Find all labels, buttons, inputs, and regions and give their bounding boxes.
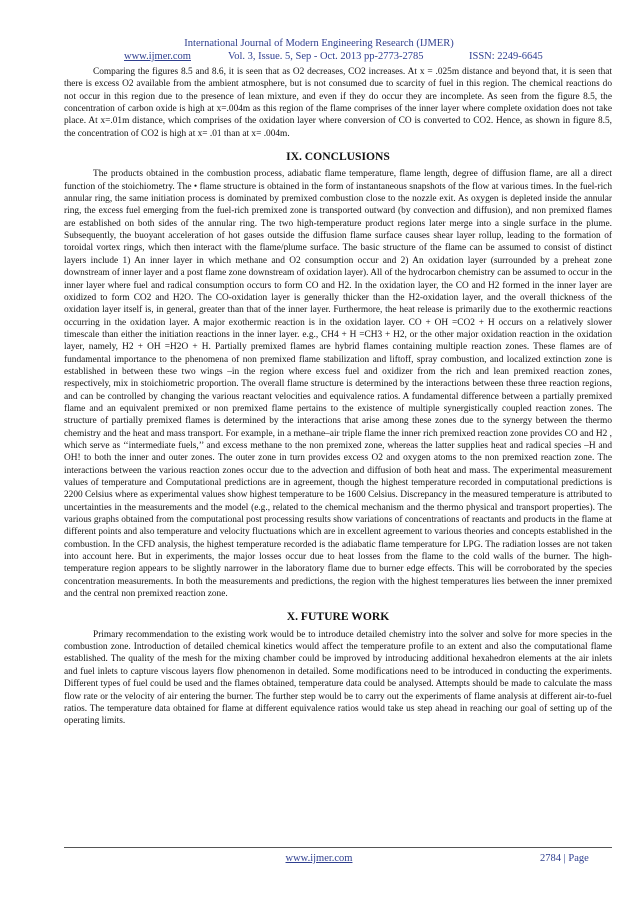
header-url-link[interactable]: www.ijmer.com [124,51,191,62]
future-work-paragraph: Primary recommendation to the existing work would be to introduce detailed chemistry into the solver and solve for more species in the combustion zone. Introduction of detailed chemical kinetics would affect the temperature profile to an extent and also the computational flame established. The quality of the mesh for the mixing chamber could be improved by introducing additional hexahedron elements at the air inlets and fuel inlets to capture viscous layers flow phenomenon in detailed. Some modifications need to be introduced in conducting the experiments. Different types of fuel could be used and the flames obtained, temperature data could be analysed. Attempts should be made to calculate the mass flow rate or the velocity of air entering the burner. The further step would be to carry out the experiments of flame analysis at different air-to-fuel ratios. The temperature data obtained for flame at different equivalence ratios would take us step ahead in reaching our goal of setting up of the operating limits. [64,629,612,727]
intro-paragraph: Comparing the figures 8.5 and 8.6, it is seen that as O2 decreases, CO2 increases. At x = .025m distance and beyond that, it is seen that there is excess O2 available from the ambient atmosphere, but is not consumed due to scarcity of fuel in this region. The chemical reactions do not occur in this region due to the presence of lean mixture, and even if they do occur they are incomplete. As seen from the figure 8.5, the concentration of carbon oxide is high at x=.004m as this region of the flame comprises of the inner layer where complete oxidation does not take place. At x=.01m distance, which comprises of the oxidation layer where conversion of CO is converted to CO2. Hence, as shown in figure 8.5, the concentration of CO2 is high at x= .01 than at x= .004m. [64,67,612,139]
conclusions-paragraph: The products obtained in the combustion process, adiabatic flame temperature, flame length, degree of diffusion flame, are all a direct function of the stoichiometry. The • flame structure is obtained in the form of instantaneous snapshots of the flow at various times. In the fuel-rich annular ring, the same initiation process is dominated by premixed combustion close to the nozzle exit. As oxygen is depleted inside the annular ring, the excess fuel emerging from the fuel-rich premixed zone is transported outward (by convection and diffusion), and non premixed flames are established on both sides of the annular ring. The two high-temperature product regions later merge into a single surface in the plume. Subsequently, the buoyant acceleration of hot gases outside the diffusion flame surface causes shear layer rollup, leading to the formation of toroidal vortex rings, which then interact with the flame/plume surface. The basic structure of the flame can be assumed to consist of distinct layers include 1) An inner layer in which methane and O2 consumption occur and 2) An oxidation layer (surrounded by a preheat zone downstream of inner layer and a post flame zone downstream of oxidation layer). All of the hydrocarbon chemistry can be assumed to occur in the inner layer where fuel and radical consumption occurs to form CO and H2. In the oxidation layer, the CO and H2 formed in the inner layer are oxidized to form CO2 and H2O. The CO-oxidation layer is generally thicker than the H2-oxidation layer, and the overall thickness of the oxidation layer itself is, in general, greater than that of the inner layer. Furthermore, the heat release is primarily due to the exothermic reactions occurring in the oxidation layer. A major exothermic reaction is in the oxidation layer. CO + OH =CO2 + H occurs on a relatively slower timescale than either the initiation reactions in the inner layer. e.g., CH4 + H =CH3 + H2, or the other major oxidation reaction in the oxidation layer, namely, H2 + OH =H2O + H. Partially premixed flames are hybrid flames containing multiple reaction zones. These flames are of fundamental importance to the phenomena of non premixed flame stabilization and liftoff, spray combustion, and localized extinction zone is established in between these two wings –in the region where excess fuel and oxidizer from the rich and lean premixed reaction zones, respectively, mix in stoichiometric proportion. The overall flame structure is determined by the interactions between these three reaction regions, and can be controlled by changing the various reactant velocities and equivalence ratios. A fundamental difference between a partially premixed flame and an equivalent premixed or non premixed flame pertains to the existence of multiple synergistically coupled reaction zones. The structure of partially premixed flames is determined by the interactions that arise among these zones due to the synergy between the thermo chemistry and the heat and mass transport. For example, in a methane–air triple flame the inner rich premixed reaction zone provides CO and H2 , which serve as ‘‘intermediate fuels,’’ and excess methane to the non premixed zone, whereas the latter supplies heat and radical species –H and OH! to both the inner and outer zones. The outer zone in turn provides excess O2 and oxygen atoms to the non premixed reaction zone. The interactions between the various reaction zones occur due to the advection and diffusion of both heat and mass. The experimental measurement values of temperature and Computational predictions are in agreement, though the highest temperature recorded in computational predictions is 2200 Celsius where as experimental values show highest temperature to be 1600 Celsius. Discrepancy in the measured temperature is attributed to uncertainties in the measurements and the model (e.g., related to the chemical mechanism and the thermo physical and transport properties). The various graphs obtained from the computational post processing results show variations of concentrations of reactants and products in the flame at different points and also temperature and velocity fluctuations which are in excellent agreement to various theories and concepts established in the combustion. In the CFD analysis, the highest temperature recorded is the adiabatic flame temperature for LPG. The radiation losses are not taken into account here. But in experiments, the major losses occur due to heat losses from the flame to the cold walls of the burner. The high-temperature region appears to be slightly narrower in the laboratory flame due to burner edge effects. This will be corroborated by the species concentration measurements. In both the measurements and predictions, the region with the highest temperatures lies between the inner premixed and the central non premixed reaction zone. [64,169,612,600]
journal-title: International Journal of Modern Engineering Research (IJMER) [184,38,454,49]
footer-page-number: 2784 | Page [540,853,589,864]
footer-divider [64,847,612,848]
article-body [64,66,612,728]
header-volume-info: Vol. 3, Issue. 5, Sep - Oct. 2013 pp-2773-2785 [228,51,424,62]
conclusions-heading: IX. CONCLUSIONS [286,150,390,164]
future-work-heading: X. FUTURE WORK [286,610,390,624]
footer-url-link[interactable]: www.ijmer.com [285,853,353,864]
header-issn: ISSN: 2249-6645 [469,51,543,62]
